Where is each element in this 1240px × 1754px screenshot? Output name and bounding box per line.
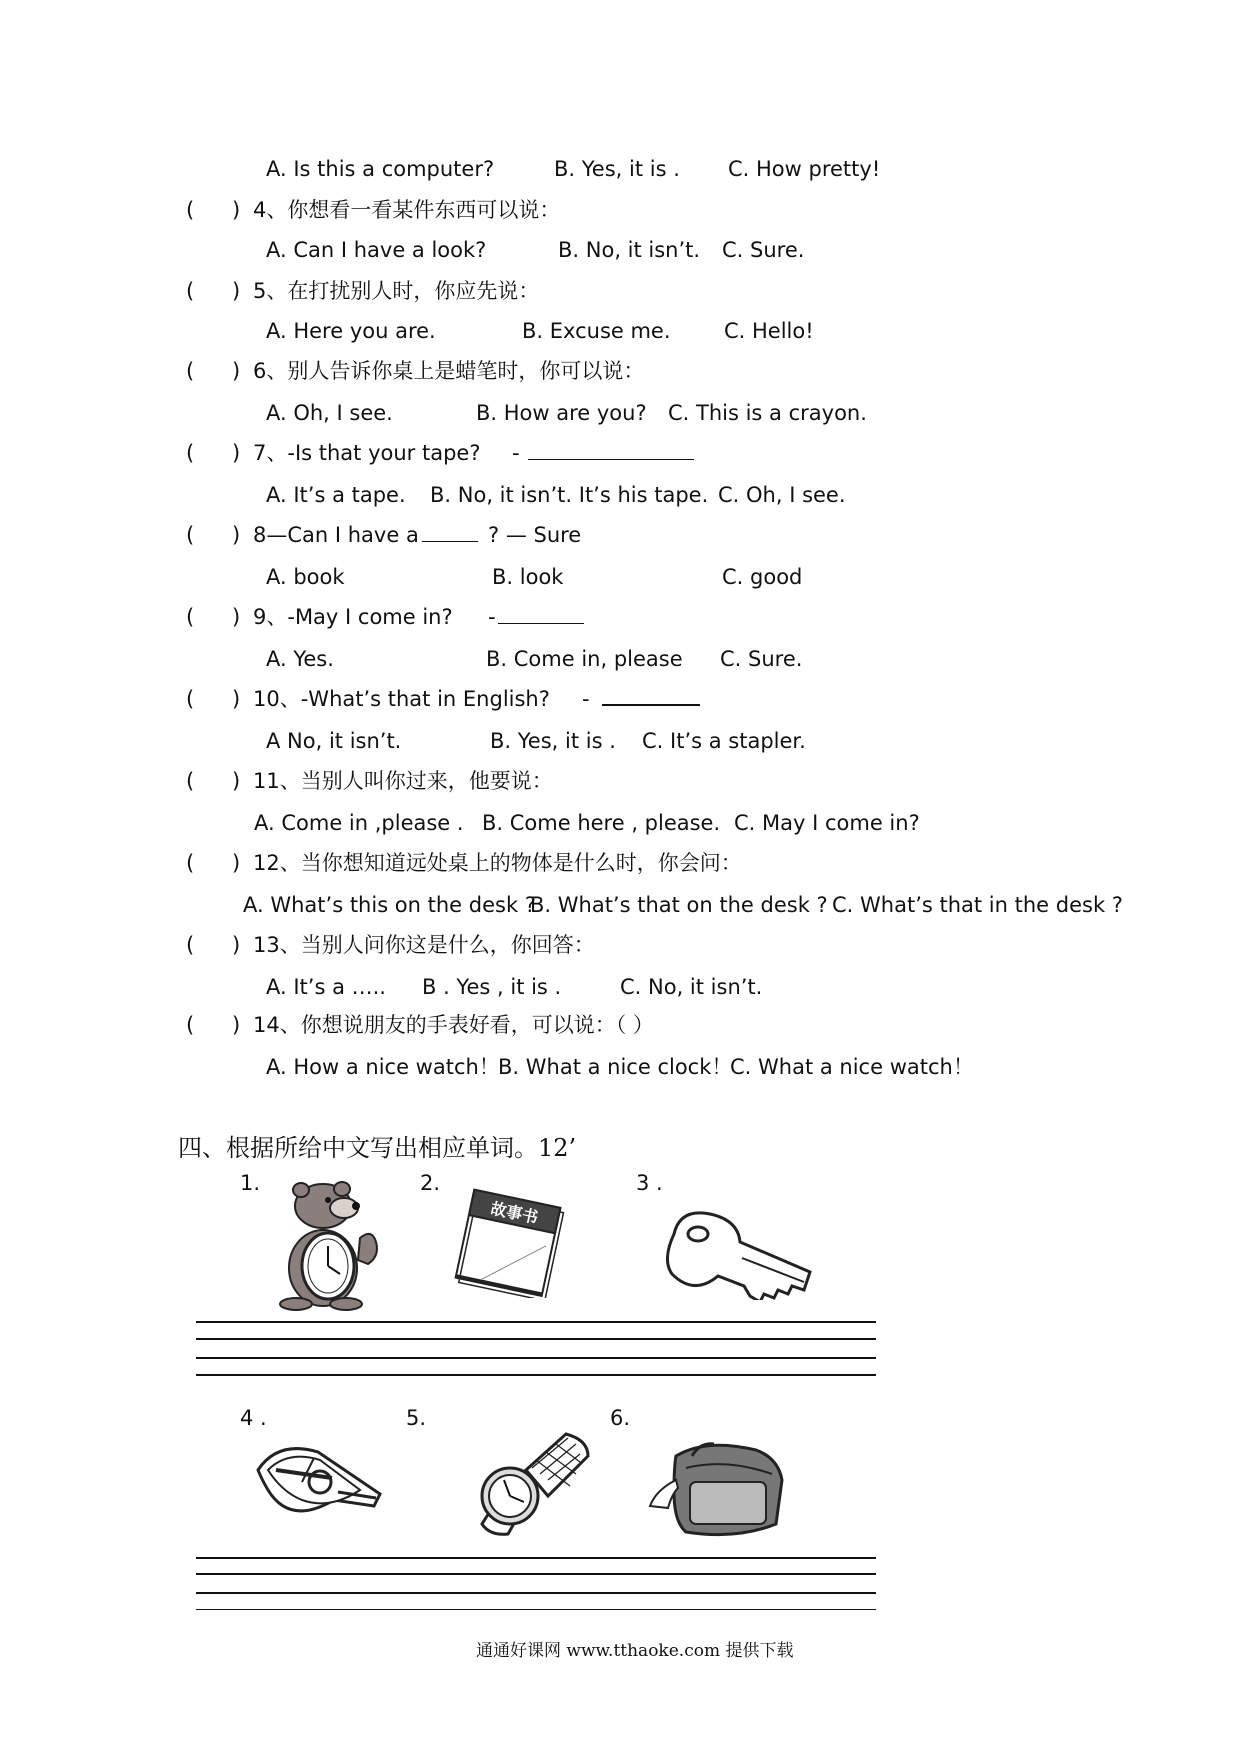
q9-answer-dash: - (488, 605, 496, 629)
picture-label-4: 4 . (240, 1406, 267, 1430)
q12-paren-open: ( (186, 851, 195, 875)
q9-option-a: A. Yes. (266, 647, 334, 671)
q7-option-c: C. Oh, I see. (718, 483, 846, 507)
q14-option-b: B. What a nice clock！ (498, 1055, 733, 1079)
writing-line-7 (196, 1592, 876, 1594)
q14-prompt: 14、你想说朋友的手表好看，可以说：（ ） (253, 1013, 654, 1037)
q5-option-a: A. Here you are. (266, 319, 436, 343)
q13-paren-close: ) (232, 933, 241, 957)
q10-option-b: B. Yes, it is . (490, 729, 616, 753)
q12-prompt: 12、当你想知道远处桌上的物体是什么时，你会问： (253, 851, 742, 875)
q4-paren-open: ( (186, 198, 195, 222)
q6-option-b: B. How are you? (476, 401, 647, 425)
q13-prompt: 13、当别人问你这是什么，你回答： (253, 933, 595, 957)
q5-prompt: 5、在打扰别人时，你应先说： (253, 279, 540, 303)
q8-option-b: B. look (492, 565, 564, 589)
writing-line-5 (196, 1557, 876, 1559)
q8-after: ? — Sure (488, 523, 582, 547)
q6-option-a: A. Oh, I see. (266, 401, 393, 425)
q12-option-c: C. What’s that in the desk ? (832, 893, 1123, 917)
q9-option-b: B. Come in, please (486, 647, 683, 671)
q12-option-b: B. What’s that on the desk ? (530, 893, 828, 917)
watch-icon (466, 1430, 596, 1540)
key-icon (666, 1200, 816, 1300)
bear-clock-icon (268, 1178, 388, 1313)
footer-credit: 通通好课网 www.tthaoke.com 提供下载 (476, 1641, 794, 1661)
q8-word-blank[interactable] (422, 522, 478, 548)
q10-paren-open: ( (186, 687, 195, 711)
q9-paren-open: ( (186, 605, 195, 629)
section4-title: 四、根据所给中文写出相应单词。12’ (178, 1134, 577, 1162)
q11-paren-open: ( (186, 769, 195, 793)
q14-option-a: A. How a nice watch！ (266, 1055, 500, 1079)
q11-option-a: A. Come in ,please . (254, 811, 464, 835)
picture-label-6: 6. (610, 1406, 631, 1430)
q6-prompt: 6、别人告诉你桌上是蜡笔时，你可以说： (253, 359, 645, 383)
q13-paren-open: ( (186, 933, 195, 957)
q7-answer-dash: - (512, 441, 520, 465)
q8-prompt: 8—Can I have a (253, 523, 419, 547)
writing-line-2 (196, 1338, 876, 1340)
q9-option-c: C. Sure. (720, 647, 803, 671)
q5-option-b: B. Excuse me. (522, 319, 671, 343)
q5-paren-close: ) (232, 279, 241, 303)
q9-answer-blank[interactable] (498, 604, 584, 630)
q10-paren-close: ) (232, 687, 241, 711)
q4-option-c: C. Sure. (722, 238, 805, 262)
q7-option-b: B. No, it isn’t. It’s his tape. (430, 483, 709, 507)
q12-paren-close: ) (232, 851, 241, 875)
q8-option-a: A. book (266, 565, 345, 589)
q13-option-b: B . Yes , it is . (422, 975, 562, 999)
q11-prompt: 11、当别人叫你过来，他要说： (253, 769, 553, 793)
q7-prompt: 7、-Is that your tape? (253, 441, 481, 465)
picture-label-1: 1. (240, 1171, 261, 1195)
q3-option-a: A. Is this a computer? (266, 157, 495, 181)
q6-option-c: C. This is a crayon. (668, 401, 867, 425)
q6-paren-close: ) (232, 359, 241, 383)
q12-option-a: A. What’s this on the desk ? (243, 893, 536, 917)
writing-line-4 (196, 1374, 876, 1376)
writing-line-8 (196, 1609, 876, 1610)
q7-option-a: A. It’s a tape. (266, 483, 406, 507)
q7-paren-close: ) (232, 441, 241, 465)
q10-answer-dash: - (582, 687, 590, 711)
q11-option-c: C. May I come in? (734, 811, 920, 835)
writing-line-1 (196, 1321, 876, 1323)
q5-paren-open: ( (186, 279, 195, 303)
q14-paren-open: ( (186, 1013, 195, 1037)
pencil-case-icon (254, 1440, 384, 1530)
q3-option-b: B. Yes, it is . (554, 157, 680, 181)
picture-label-3: 3 . (636, 1171, 663, 1195)
q8-paren-open: ( (186, 523, 195, 547)
q10-answer-blank[interactable] (602, 686, 700, 712)
q4-option-a: A. Can I have a look? (266, 238, 487, 262)
q8-option-c: C. good (722, 565, 803, 589)
q11-paren-close: ) (232, 769, 241, 793)
q10-option-c: C. It’s a stapler. (642, 729, 806, 753)
q13-option-c: C. No, it isn’t. (620, 975, 763, 999)
q4-option-b: B. No, it isn’t. (558, 238, 701, 262)
picture-label-2: 2. (420, 1171, 441, 1195)
q10-option-a: A No, it isn’t. (266, 729, 402, 753)
storybook-cover-text: 故事书 (488, 1198, 540, 1228)
schoolbag-icon (646, 1440, 792, 1540)
q8-paren-close: ) (232, 523, 241, 547)
q4-paren-close: ) (232, 198, 241, 222)
q14-paren-close: ) (232, 1013, 241, 1037)
q6-paren-open: ( (186, 359, 195, 383)
storybook-icon (450, 1188, 568, 1298)
q13-option-a: A. It’s a ….. (266, 975, 386, 999)
q5-option-c: C. Hello! (724, 319, 814, 343)
q9-prompt: 9、-May I come in? (253, 605, 453, 629)
q3-option-c: C. How pretty! (728, 157, 881, 181)
q11-option-b: B. Come here , please. (482, 811, 721, 835)
q10-prompt: 10、-What’s that in English? (253, 687, 550, 711)
q9-paren-close: ) (232, 605, 241, 629)
q7-paren-open: ( (186, 441, 195, 465)
q7-answer-blank[interactable] (528, 440, 694, 466)
q4-prompt: 4、你想看一看某件东西可以说： (253, 198, 561, 222)
writing-line-6 (196, 1573, 876, 1575)
writing-line-3 (196, 1357, 876, 1359)
picture-label-5: 5. (406, 1406, 427, 1430)
q14-option-c: C. What a nice watch！ (730, 1055, 974, 1079)
